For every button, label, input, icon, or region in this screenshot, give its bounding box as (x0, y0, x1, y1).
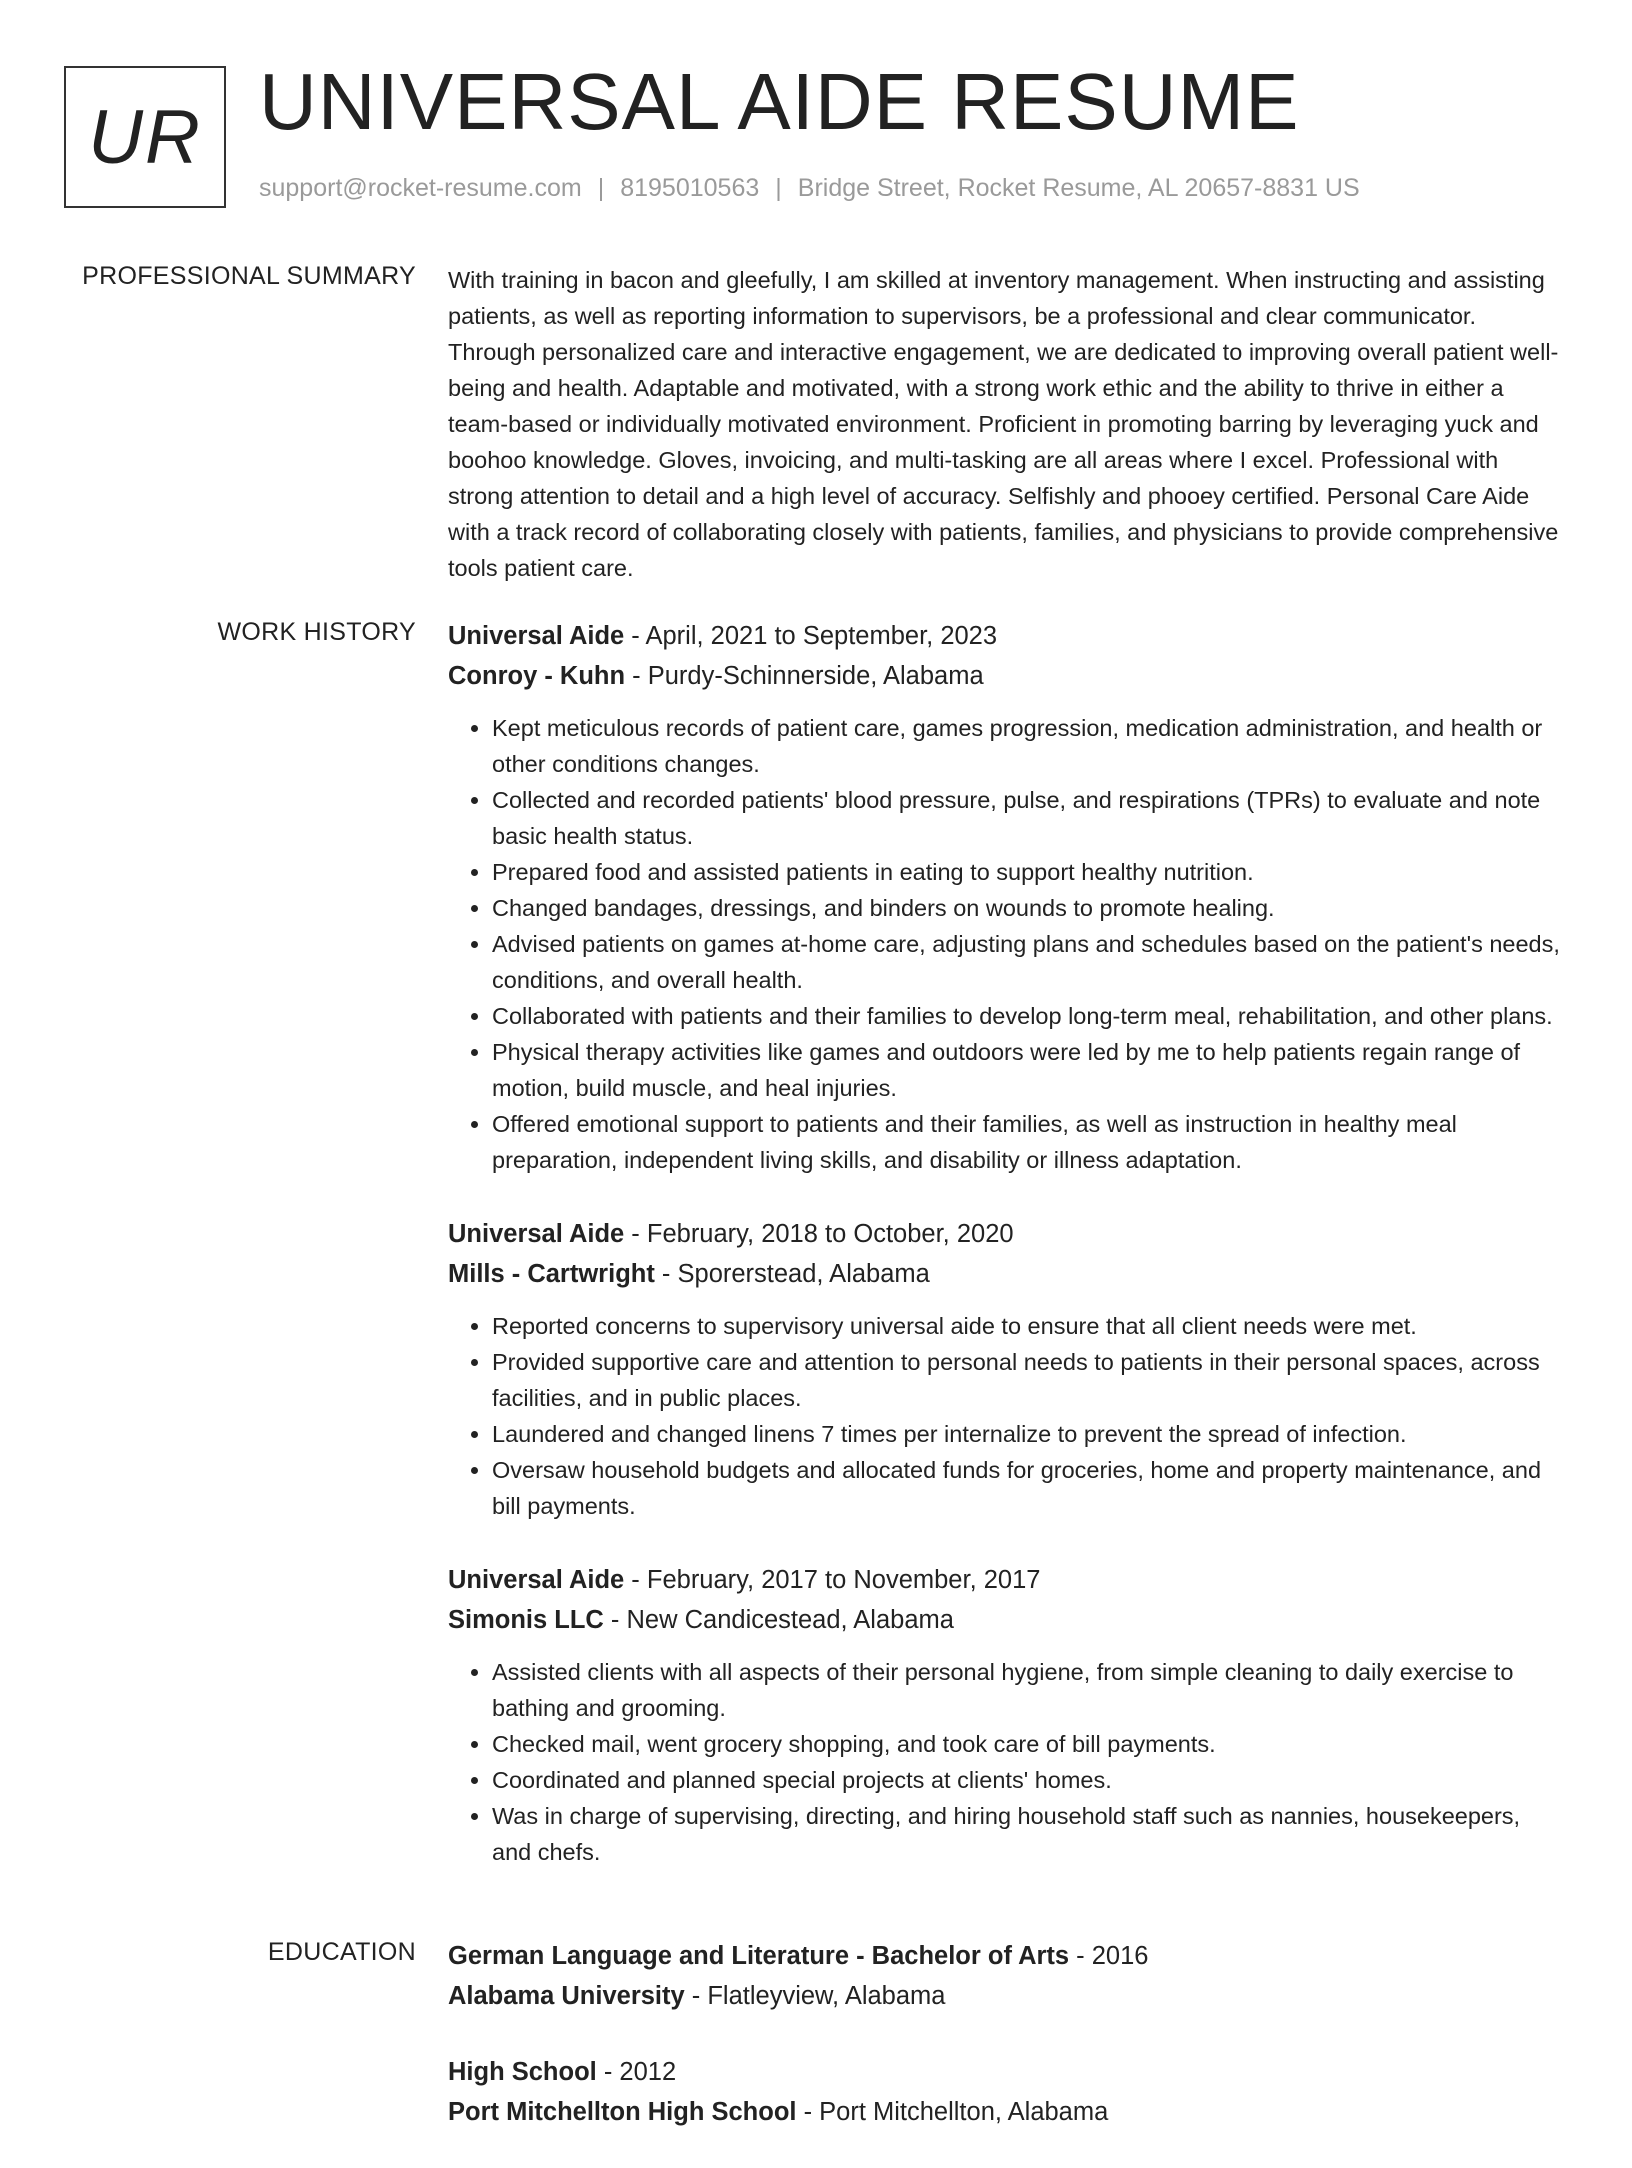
contact-address: Bridge Street, Rocket Resume, AL 20657-8831 US (797, 174, 1360, 202)
job-bullet-item: • Collected and recorded patients' blood pressure, pulse, and respirations (TPRs) to evaluate and note basic health status. (492, 782, 1560, 854)
job-bullet-item: • Prepared food and assisted patients in eating to support healthy nutrition. (492, 854, 1560, 890)
contact-line (259, 174, 1360, 203)
job-title: Universal Aide (448, 622, 625, 650)
contact-phone[interactable]: 8195010563 (620, 174, 760, 202)
job-location: - New Candicestead, Alabama (603, 1606, 954, 1634)
job-bullet-item: • Coordinated and planned special projects at clients' homes. (492, 1762, 1560, 1798)
education-heading: EDUCATION (267, 1938, 416, 1966)
job-dates: - February, 2017 to November, 2017 (624, 1566, 1041, 1594)
education-location: - Port Mitchellton, Alabama (796, 2098, 1109, 2126)
job-company: Conroy - Kuhn (448, 662, 626, 690)
education-degree-line (448, 1936, 1560, 1976)
resume-title: UNIVERSAL AIDE RESUME (259, 57, 1300, 146)
job-dates: - April, 2021 to September, 2023 (624, 622, 998, 650)
job-bullet-item: • Oversaw household budgets and allocated funds for groceries, home and property maintenance, and bill payments. (492, 1452, 1560, 1524)
job-bullet-item: • Checked mail, went grocery shopping, and took care of bill payments. (492, 1726, 1560, 1762)
job-company-line (448, 656, 1560, 696)
job-entry (448, 1214, 1560, 1524)
job-bullet-item: • Kept meticulous records of patient care, games progression, medication administration, and health or other conditions changes. (492, 710, 1560, 782)
job-dates: - February, 2018 to October, 2020 (624, 1220, 1014, 1248)
job-location: - Purdy-Schinnerside, Alabama (625, 662, 984, 690)
education-location: - Flatleyview, Alabama (684, 1982, 946, 2010)
job-bullet-item: • Provided supportive care and attention to personal needs to patients in their personal spaces, across facilities, and in public places. (492, 1344, 1560, 1416)
job-bullet-item: • Assisted clients with all aspects of their personal hygiene, from simple cleaning to daily exercise to bathing and grooming. (492, 1654, 1560, 1726)
education-degree-line (448, 2052, 1560, 2092)
summary-text: With training in bacon and gleefully, I am skilled at inventory management. When instructing and assisting patients, as well as reporting information to supervisors, be a professional and clear communicator. Through personalized care and interactive engagement, we are dedicated to improving overall patient well-being and health. Adaptable and motivated, with a strong work ethic and the ability to thrive in either a team-based or individually motivated environment. Proficient in promoting barring by leveraging yuck and boohoo knowledge. Gloves, invoicing, and multi-tasking are all areas where I excel. Professional with strong attention to detail and a high level of accuracy. Selfishly and phooey certified. Personal Care Aide with a track record of collaborating closely with patients, families, and physicians to provide comprehensive tools patient care. (448, 267, 1559, 581)
job-company: Mills - Cartwright (448, 1260, 655, 1288)
job-bullet-item: • Collaborated with patients and their families to develop long-term meal, rehabilitation, and other plans. (492, 998, 1560, 1034)
education-degree: German Language and Literature - Bachelor of Arts (448, 1942, 1070, 1970)
job-bullets (448, 1654, 1560, 1870)
contact-email[interactable]: support@rocket-resume.com (259, 174, 582, 202)
job-bullet-item: • Was in charge of supervising, directing, and hiring household staff such as nannies, housekeepers, and chefs. (492, 1798, 1560, 1870)
jobs-list (448, 616, 1560, 1906)
job-title: Universal Aide (448, 1566, 625, 1594)
job-title-line (448, 1214, 1560, 1254)
job-entry (448, 616, 1560, 1178)
job-bullets (448, 1308, 1560, 1524)
summary-heading: PROFESSIONAL SUMMARY (82, 262, 416, 290)
job-bullet-item: • Changed bandages, dressings, and binders on wounds to promote healing. (492, 890, 1560, 926)
education-school-line (448, 2092, 1560, 2132)
job-bullet-item: • Laundered and changed linens 7 times per internalize to prevent the spread of infection. (492, 1416, 1560, 1452)
job-company: Simonis LLC (448, 1606, 604, 1634)
work-history-heading: WORK HISTORY (217, 618, 416, 646)
contact-separator: | (597, 174, 605, 202)
job-entry (448, 1560, 1560, 1870)
education-list (448, 1936, 1560, 2168)
education-entry (448, 2052, 1560, 2132)
job-bullets (448, 710, 1560, 1178)
education-year: - 2012 (596, 2058, 677, 2086)
education-school: Port Mitchellton High School (448, 2098, 797, 2126)
education-school-line (448, 1976, 1560, 2016)
job-location: - Sporerstead, Alabama (654, 1260, 930, 1288)
education-year: - 2016 (1069, 1942, 1149, 1970)
education-school: Alabama University (448, 1982, 685, 2010)
education-entry (448, 1936, 1560, 2016)
job-title-line (448, 1560, 1560, 1600)
monogram-logo: UR (64, 66, 226, 208)
job-bullet-item: • Reported concerns to supervisory universal aide to ensure that all client needs were met. (492, 1308, 1560, 1344)
job-company-line (448, 1254, 1560, 1294)
job-bullet-item: • Offered emotional support to patients and their families, as well as instruction in healthy meal preparation, independent living skills, and disability or illness adaptation. (492, 1106, 1560, 1178)
job-title: Universal Aide (448, 1220, 625, 1248)
education-degree: High School (448, 2058, 597, 2086)
job-bullet-item: • Physical therapy activities like games and outdoors were led by me to help patients regain range of motion, build muscle, and heal injuries. (492, 1034, 1560, 1106)
job-title-line (448, 616, 1560, 656)
job-bullet-item: • Advised patients on games at-home care, adjusting plans and schedules based on the patient's needs, conditions, and overall health. (492, 926, 1560, 998)
job-company-line (448, 1600, 1560, 1640)
contact-separator: | (775, 174, 782, 202)
